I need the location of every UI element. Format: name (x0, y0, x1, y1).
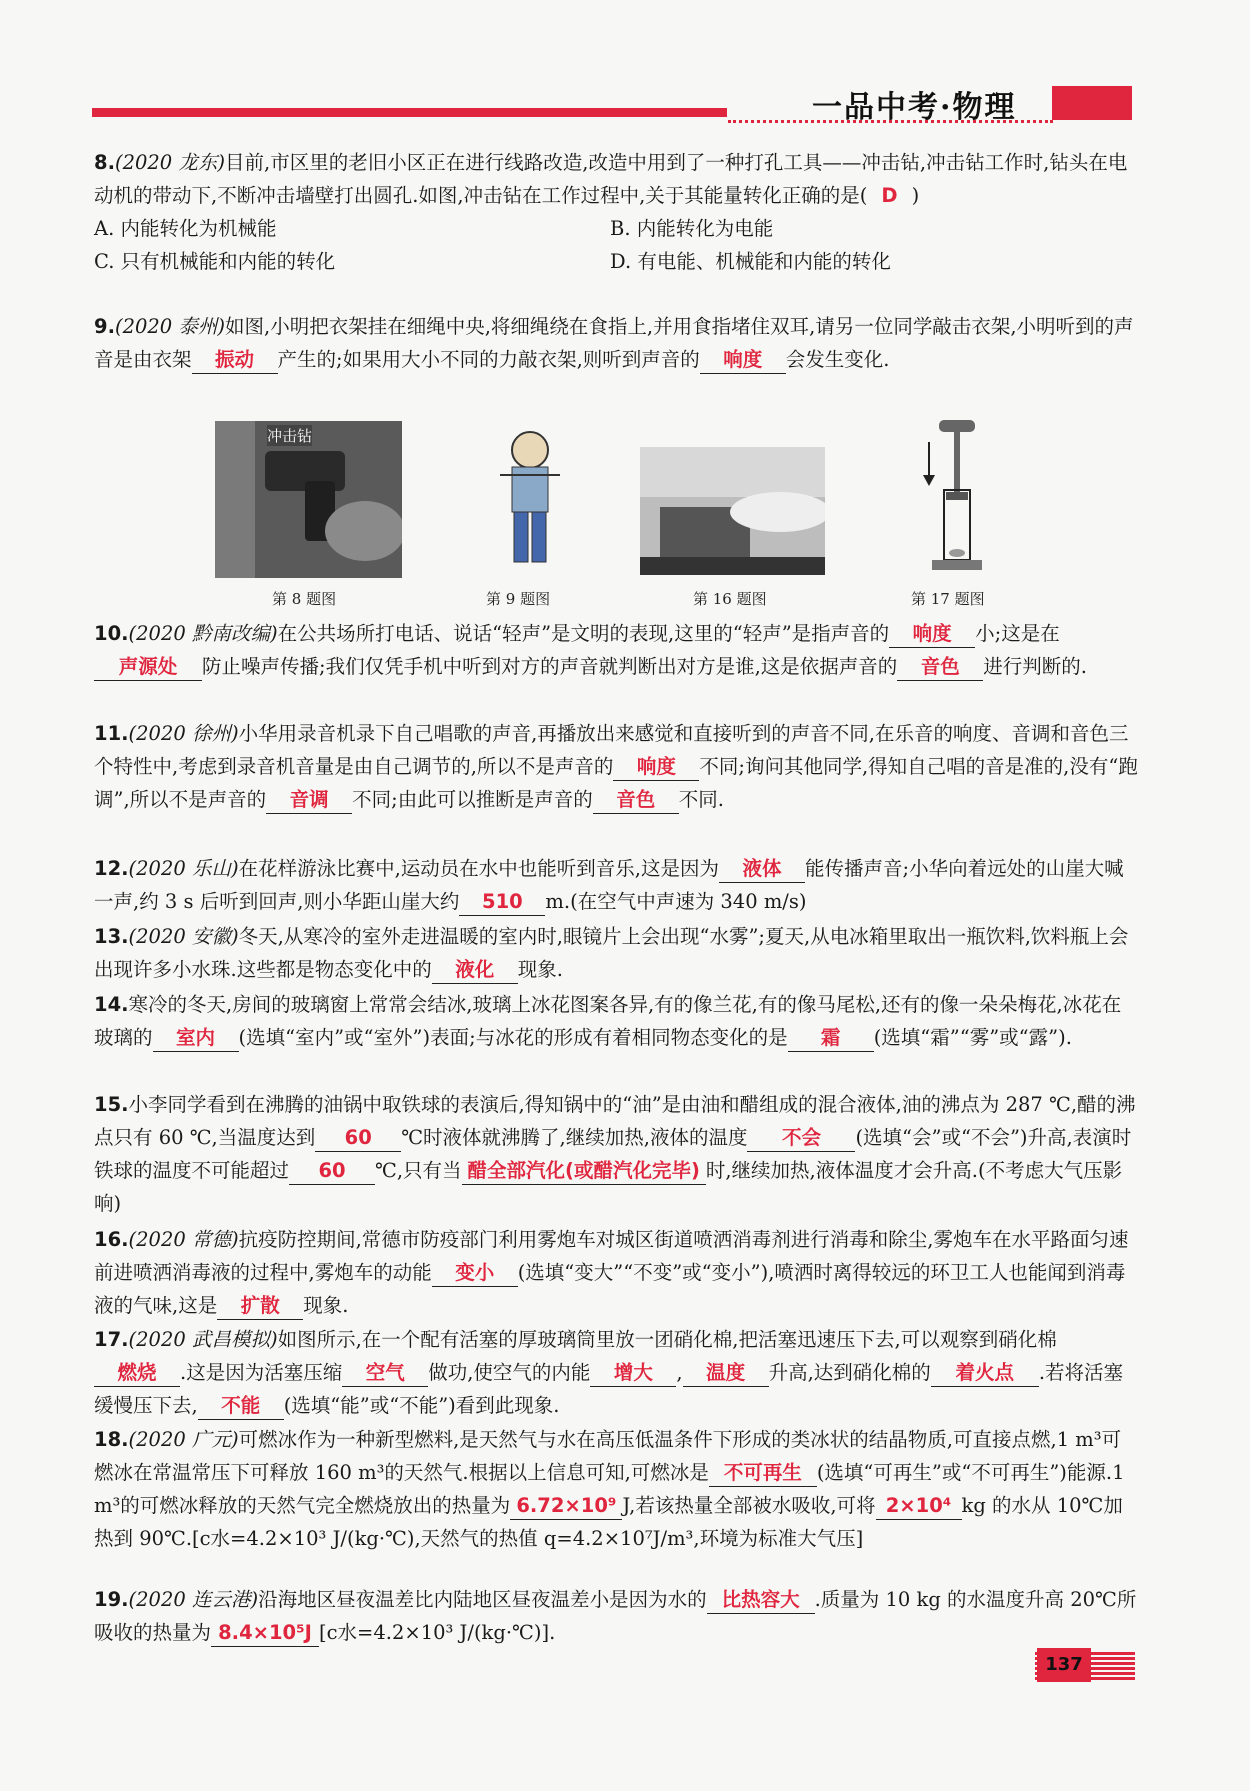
question-18 (94, 1423, 1139, 1555)
figure-17-diagram (917, 420, 992, 578)
question-text: 目前,市区里的老旧小区正在进行线路改造,改造中用到了一种打孔工具——冲击钻,冲击钻工作时,钻头在电动机的带动下,不断冲击墙壁打出圆孔.如图,冲击钻在工作过程中,关于其能量转化正确的是( (94, 151, 1128, 207)
question-text: (选填“可再生”或“不可再生”)能源.1 m³的可燃冰释放的天然气完全燃烧放出的热量为 (94, 1461, 1125, 1517)
answer-blank: 扩散 (217, 1293, 303, 1320)
question-number: 9. (94, 315, 115, 338)
question-number: 12. (94, 857, 129, 880)
question-text: 会发生变化. (785, 348, 890, 371)
question-text: 如图所示,在一个配有活塞的厚玻璃筒里放一团硝化棉,把活塞迅速压下去,可以观察到硝化棉 (277, 1328, 1057, 1351)
question-text: 可燃冰作为一种新型燃料,是天然气与水在高压低温条件下形成的类冰状的结晶物质,可直接点燃,1 m³可燃冰在常温常压下可释放 160 m³的天然气.根据以上信息可知,可燃冰是 (94, 1428, 1122, 1484)
question-number: 13. (94, 925, 129, 948)
question-text: , (676, 1361, 683, 1384)
answer-blank: 燃烧 (94, 1360, 180, 1387)
answer-blank: 音色 (593, 787, 679, 814)
question-text: (选填“能”或“不能”)看到此现象. (283, 1394, 560, 1417)
figure-16-photo (640, 447, 825, 575)
question-number: 14. (94, 993, 129, 1016)
answer-blank: 增大 (590, 1360, 676, 1387)
question-text: (选填“室内”或“室外”)表面;与冰花的形成有着相同物态变化的是 (238, 1026, 788, 1049)
answer-blank: 不能 (198, 1393, 284, 1420)
question-text: 小李同学看到在沸腾的油锅中取铁球的表演后,得知锅中的“油”是由油和醋组成的混合液体,油的沸点为 287 ℃,醋的沸点只有 60 ℃,当温度达到 (94, 1093, 1136, 1149)
question-text: .若将活塞缓慢压下去, (94, 1361, 1124, 1417)
question-source: (2020 徐州) (128, 722, 239, 745)
question-source: (2020 广元) (128, 1428, 239, 1451)
question-text: [c水=4.2×10³ J/(kg·℃)]. (319, 1621, 556, 1644)
answer-blank: 声源处 (94, 654, 202, 681)
figure-8-photo (215, 421, 402, 578)
question-text: 防止噪声传播;我们仅凭手机中听到对方的声音就判断出对方是谁,这是依据声音的 (202, 655, 898, 678)
question-number: 11. (94, 722, 129, 745)
answer-blank: D (881, 184, 898, 207)
question-text: 抗疫防控期间,常德市防疫部门利用雾炮车对城区街道喷洒消毒剂进行消毒和除尘,雾炮车在水平路面匀速前进喷洒消毒液的过程中,雾炮车的动能 (94, 1228, 1129, 1284)
piston-cylinder-image (917, 420, 992, 578)
answer-blank: 510 (459, 889, 545, 916)
header-accent-bar (92, 108, 727, 117)
question-source: (2020 黔南改编) (128, 622, 278, 645)
question-number: 15. (94, 1093, 129, 1116)
boy-cartoon-image (480, 425, 580, 575)
question-source: (2020 常德) (128, 1228, 239, 1251)
page-header-title: 一品中考·物理 (812, 90, 1017, 125)
answer-blank: 醋全部汽化(或醋汽化完毕) (462, 1158, 706, 1185)
answer-blank: 液体 (719, 856, 805, 883)
answer-blank: 8.4×10⁵J (211, 1620, 319, 1647)
question-source: (2020 乐山) (128, 857, 239, 880)
question-text: .这是因为活塞压缩 (180, 1361, 343, 1384)
question-text: 如图,小明把衣架挂在细绳中央,将细绳绕在食指上,并用食指堵住双耳,请另一位同学敲击衣架,小明听到的声音是由衣架 (94, 315, 1134, 371)
answer-blank: 2×10⁴ (876, 1493, 962, 1520)
answer-blank: 6.72×10⁹ (510, 1493, 622, 1520)
question-source: (2020 龙东) (114, 151, 226, 174)
question-number: 19. (94, 1588, 129, 1611)
question-text: 时,继续加热,液体温度才会升高.(不考虑大气压影响) (94, 1159, 1123, 1215)
question-text: 寒冷的冬天,房间的玻璃窗上常常会结冰,玻璃上冰花图案各异,有的像兰花,有的像马尾松,还有的像一朵朵梅花,冰花在玻璃的 (94, 993, 1122, 1049)
question-13 (94, 920, 1139, 986)
question-number: 17. (94, 1328, 129, 1351)
question-text: 进行判断的. (983, 655, 1087, 678)
question-12 (94, 852, 1139, 918)
question-15 (94, 1088, 1139, 1220)
question-text: 能传播声音;小华向着远处的山崖大喊一声,约 3 s 后听到回声,则小华距山崖大约 (94, 857, 1124, 913)
answer-blank: 振动 (192, 347, 278, 374)
answer-blank: 比热容大 (707, 1587, 815, 1614)
question-text: kg 的水从 10℃加热到 90℃.[c水=4.2×10³ J/(kg·℃),天然气的热值 q=4.2×10⁷J/m³,环境为标准大气压] (94, 1494, 1123, 1550)
option-a: A. 内能转化为机械能 (94, 217, 277, 240)
option-c: C. 只有机械能和内能的转化 (94, 250, 336, 273)
page-number: 137 (1037, 1648, 1091, 1682)
question-text: 小华用录音机录下自己唱歌的声音,再播放出来感觉和直接听到的声音不同,在乐音的响度、音调和音色三个特性中,考虑到录音机音量是由自己调节的,所以不是声音的 (94, 722, 1129, 778)
question-text: .质量为 10 kg 的水温度升高 20℃所吸收的热量为 (94, 1588, 1137, 1644)
question-14 (94, 988, 1139, 1054)
figure-17-caption: 第 17 题图 (911, 590, 985, 608)
option-b: B. 内能转化为电能 (610, 217, 774, 240)
question-text: 在公共场所打电话、说话“轻声”是文明的表现,这里的“轻声”是指声音的 (277, 622, 890, 645)
question-text: (选填“变大”“不变”或“变小”),喷洒时离得较远的环卫工人也能闻到消毒液的气味,这是 (94, 1261, 1126, 1317)
header-red-block (1052, 86, 1132, 120)
answer-blank: 变小 (432, 1260, 518, 1287)
question-text: 冬天,从寒冷的室外走进温暖的室内时,眼镜片上会出现“水雾”;夏天,从电冰箱里取出一瓶饮料,饮料瓶上会出现许多小水珠.这些都是物态变化中的 (94, 925, 1129, 981)
answer-blank: 响度 (613, 754, 699, 781)
question-text: 不同;询问其他同学,得知自己唱的音是准的,没有“跑调”,所以不是声音的 (94, 755, 1138, 811)
question-source: (2020 泰州) (114, 315, 226, 338)
question-text: (选填“霜”“雾”或“露”). (873, 1026, 1072, 1049)
question-text: 不同. (678, 788, 724, 811)
answer-blank: 温度 (683, 1360, 769, 1387)
answer-blank: 液化 (432, 957, 518, 984)
question-text: 做功,使空气的内能 (428, 1361, 591, 1384)
question-text: 在花样游泳比赛中,运动员在水中也能听到音乐,这是因为 (238, 857, 719, 880)
question-text: m.(在空气中声速为 340 m/s) (545, 890, 807, 913)
question-source: (2020 安徽) (128, 925, 239, 948)
answer-blank: 着火点 (931, 1360, 1039, 1387)
answer-blank: 室内 (153, 1025, 239, 1052)
option-d: D. 有电能、机械能和内能的转化 (610, 250, 891, 273)
figure-9-illustration (480, 425, 580, 575)
answer-blank: 60 (315, 1125, 401, 1152)
answer-blank: 不会 (747, 1125, 855, 1152)
question-text: J,若该热量全部被水吸收,可将 (622, 1494, 876, 1517)
question-9 (94, 310, 1139, 376)
figure-label: 冲击钻 (267, 427, 313, 445)
question-text: ℃,只有当 (375, 1159, 462, 1182)
answer-blank: 音调 (266, 787, 352, 814)
question-text: 沿海地区昼夜温差比内陆地区昼夜温差小是因为水的 (258, 1588, 707, 1611)
answer-blank: 不可再生 (709, 1460, 817, 1487)
question-17 (94, 1323, 1139, 1422)
question-11 (94, 717, 1139, 816)
question-text: ) (911, 184, 920, 207)
question-number: 16. (94, 1228, 129, 1251)
question-number: 18. (94, 1428, 129, 1451)
answer-blank: 60 (289, 1158, 375, 1185)
answer-blank: 响度 (700, 347, 786, 374)
answer-blank: 霜 (788, 1025, 874, 1052)
question-text: 产生的;如果用大小不同的力敲衣架,则听到声音的 (277, 348, 700, 371)
figure-9-caption: 第 9 题图 (486, 590, 551, 608)
fog-cannon-truck-image (640, 447, 825, 575)
options-grid (94, 212, 1139, 278)
question-source: (2020 武昌模拟) (128, 1328, 278, 1351)
figure-8-caption: 第 8 题图 (272, 590, 337, 608)
figure-16-caption: 第 16 题图 (693, 590, 767, 608)
question-19 (94, 1583, 1139, 1649)
question-10 (94, 617, 1139, 683)
question-text: 现象. (517, 958, 563, 981)
question-text: 升高,达到硝化棉的 (768, 1361, 931, 1384)
answer-blank: 空气 (342, 1360, 428, 1387)
answer-blank: 响度 (889, 621, 975, 648)
question-text: ℃时液体就沸腾了,继续加热,液体的温度 (401, 1126, 748, 1149)
question-text: 小;这是在 (975, 622, 1060, 645)
question-text: 不同;由此可以推断是声音的 (352, 788, 593, 811)
question-text: 现象. (303, 1294, 349, 1317)
question-8 (94, 146, 1139, 278)
question-number: 10. (94, 622, 129, 645)
question-source: (2020 连云港) (128, 1588, 259, 1611)
answer-blank: 音色 (897, 654, 983, 681)
question-text: (选填“会”或“不会”)升高,表演时铁球的温度不可能超过 (94, 1126, 1132, 1182)
question-number: 8. (94, 151, 115, 174)
question-16 (94, 1223, 1139, 1322)
